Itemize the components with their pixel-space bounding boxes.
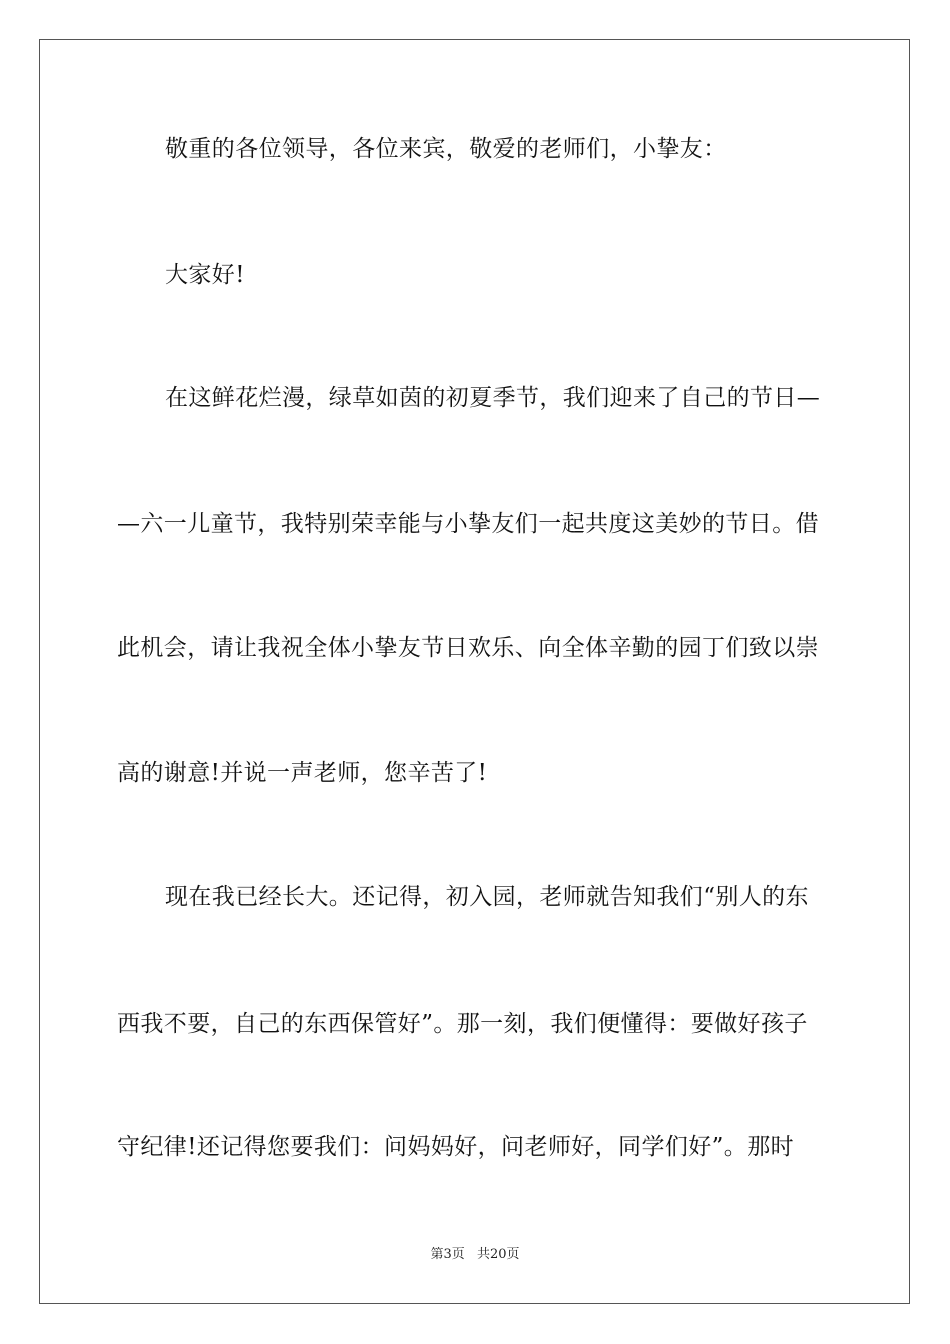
text-line-6: 高的谢意!并说一声老师，您辛苦了! xyxy=(117,760,488,786)
text-line-9: 守纪律!还记得您要我们：问妈妈好，问老师好，同学们好”。那时 xyxy=(117,1134,795,1160)
page-border xyxy=(39,39,910,1304)
page-total: 共20页 xyxy=(476,1247,520,1262)
text-line-7: 现在我已经长大。还记得，初入园，老师就告知我们“别人的东 xyxy=(165,884,809,910)
text-line-3: 在这鲜花烂漫，绿草如茵的初夏季节，我们迎来了自己的节日— xyxy=(165,385,821,411)
text-line-2: 大家好! xyxy=(165,262,245,288)
text-line-1: 敬重的各位领导，各位来宾，敬爱的老师们，小挚友： xyxy=(165,136,727,162)
page-footer xyxy=(0,1247,950,1263)
page-number: 第3页 xyxy=(430,1247,465,1262)
text-line-5: 此机会，请让我祝全体小挚友节日欢乐、向全体辛勤的园丁们致以崇 xyxy=(117,635,819,661)
text-line-8: 西我不要，自己的东西保管好”。那一刻，我们便懂得：要做好孩子 xyxy=(117,1011,808,1037)
text-line-4: —六一儿童节，我特别荣幸能与小挚友们一起共度这美妙的节日。借 xyxy=(117,511,819,537)
